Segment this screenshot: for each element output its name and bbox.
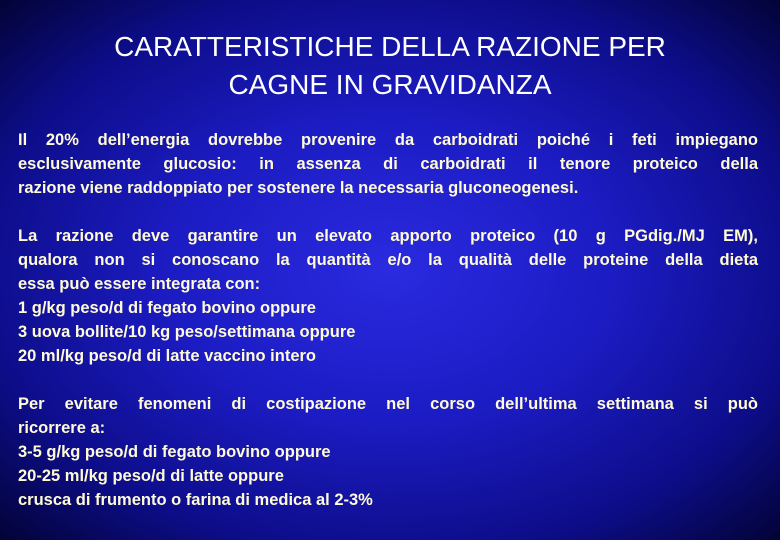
slide-body	[18, 128, 758, 536]
list-item: 20-25 ml/kg peso/d di latte oppure	[18, 467, 284, 485]
paragraph-line: qualora non si conoscano la quantità e/o la qualità delle proteine della dieta	[18, 251, 758, 269]
paragraph-protein	[18, 224, 758, 368]
paragraph-line: esclusivamente glucosio: in assenza di carboidrati il tenore proteico della	[18, 155, 758, 173]
title-line-1: CARATTERISTICHE DELLA RAZIONE PER	[114, 31, 666, 62]
paragraph-line: ricorrere a:	[18, 419, 106, 437]
paragraph-line: La razione deve garantire un elevato apporto proteico (10 g PGdig./MJ EM),	[18, 227, 758, 245]
list-item: 3 uova bollite/10 kg peso/settimana oppure	[18, 323, 356, 341]
slide-title	[30, 28, 750, 104]
paragraph-constipation	[18, 392, 758, 512]
paragraph-energy	[18, 128, 758, 200]
list-item: 20 ml/kg peso/d di latte vaccino intero	[18, 347, 316, 365]
paragraph-line: Per evitare fenomeni di costipazione nel corso dell’ultima settimana si può	[18, 395, 758, 413]
paragraph-line: razione viene raddoppiato per sostenere la necessaria gluconeogenesi.	[18, 179, 579, 197]
title-line-2: CAGNE IN GRAVIDANZA	[228, 69, 552, 100]
list-item: crusca di frumento o farina di medica al 2-3%	[18, 491, 373, 509]
paragraph-line: Il 20% dell’energia dovrebbe provenire da carboidrati poiché i feti impiegano	[18, 131, 758, 149]
list-item: 3-5 g/kg peso/d di fegato bovino oppure	[18, 443, 331, 461]
list-item: 1 g/kg peso/d di fegato bovino oppure	[18, 299, 316, 317]
paragraph-line: essa può essere integrata con:	[18, 275, 261, 293]
